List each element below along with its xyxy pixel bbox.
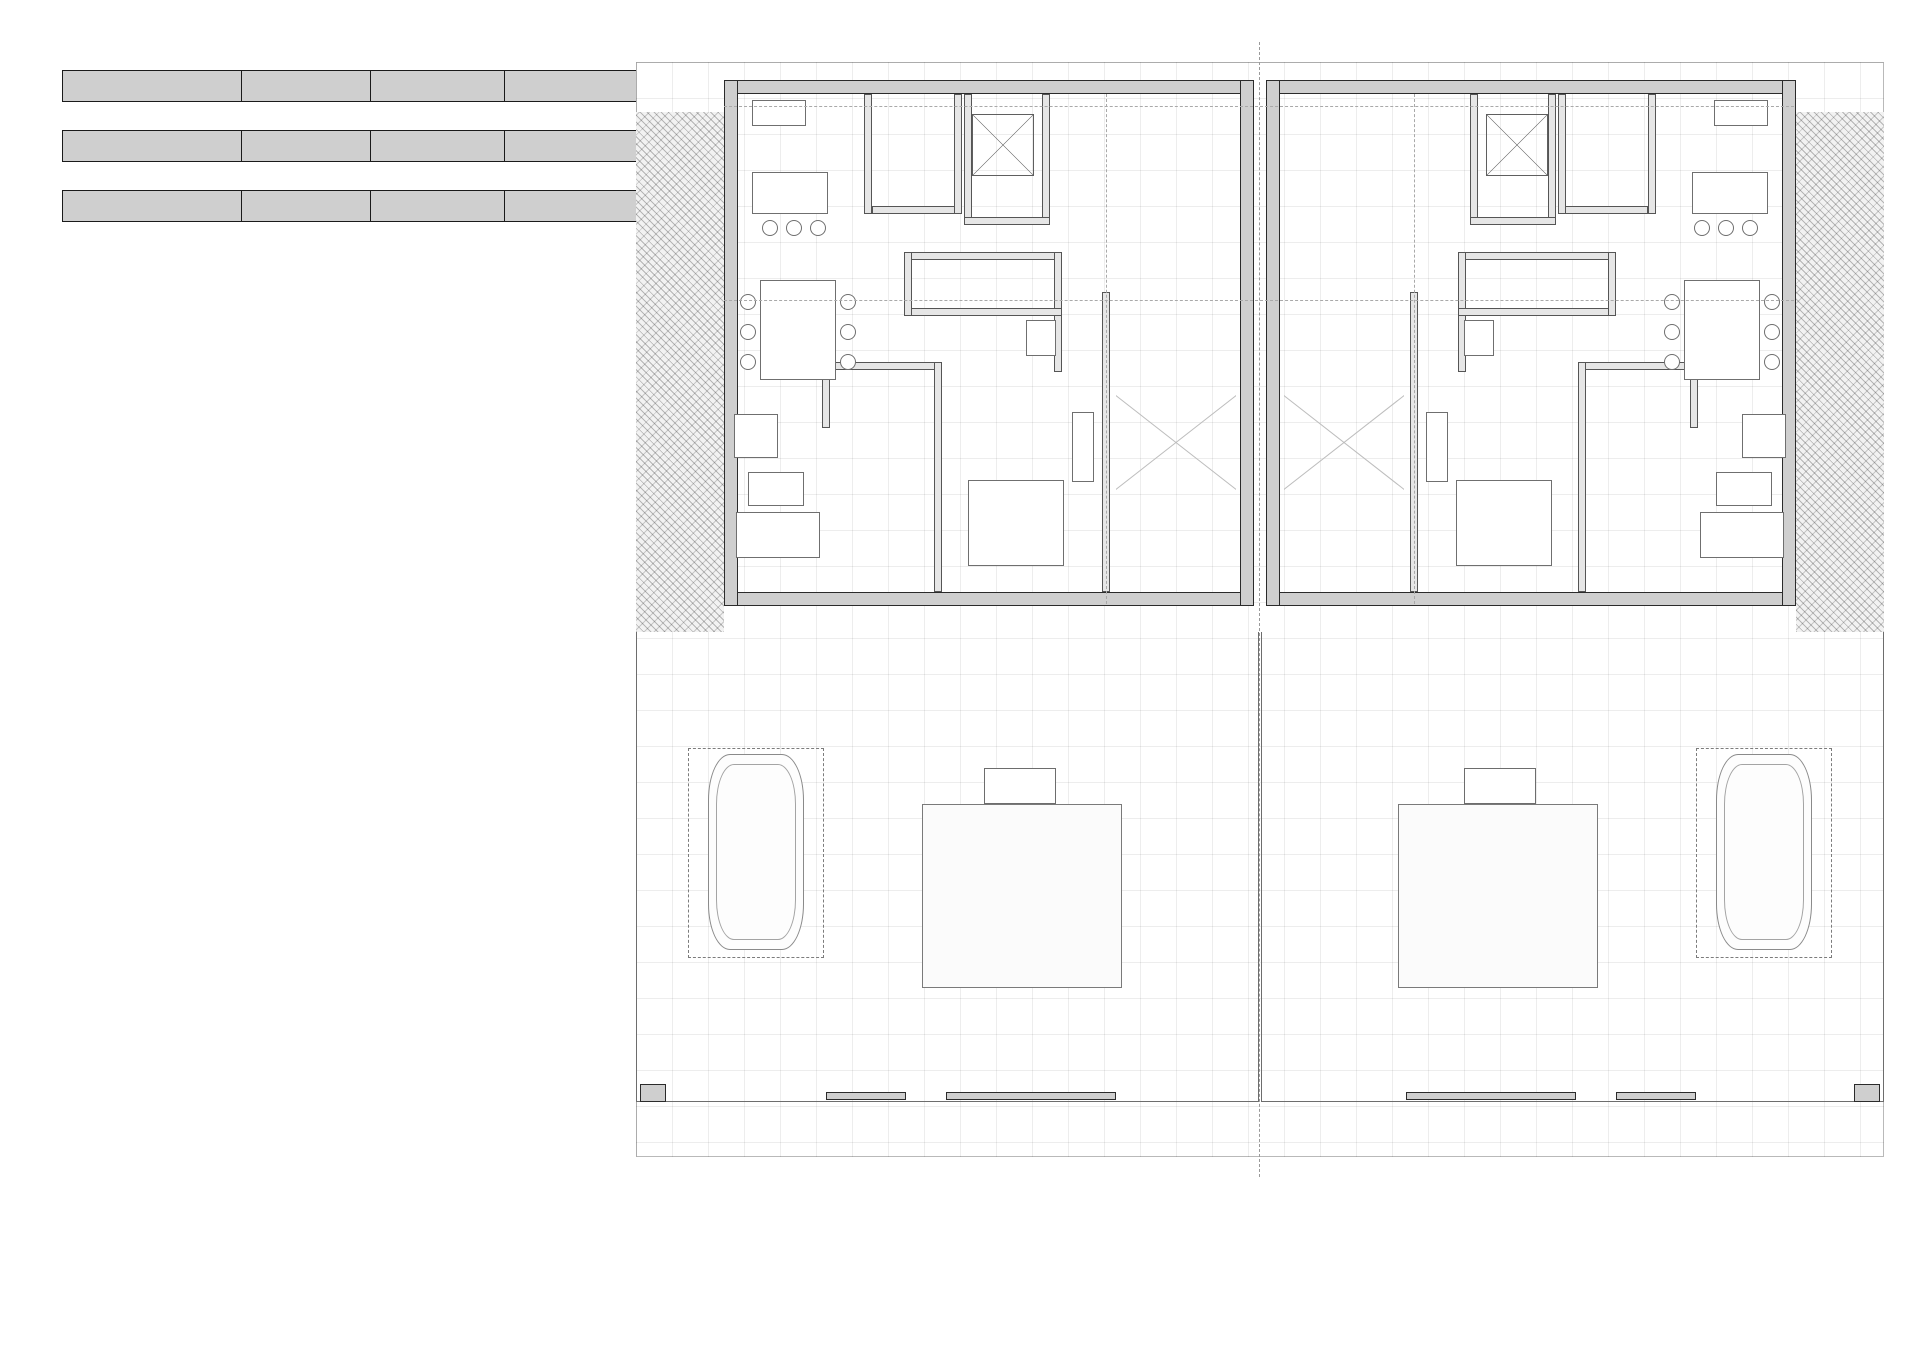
wardrobe-2: [1426, 412, 1448, 482]
bed-2: [1456, 480, 1552, 566]
stool-1b: [786, 220, 802, 236]
stair-core-right: [1486, 114, 1548, 176]
building-wall-right: [1266, 80, 1796, 94]
fence-block-center-left: [946, 1092, 1116, 1100]
interior-wall-1a: [864, 94, 872, 214]
stair-wall-left-2: [1042, 94, 1050, 224]
shower-2: [1464, 320, 1494, 356]
stool-1a: [762, 220, 778, 236]
gravel-strip-right: [1796, 112, 1884, 632]
column-header-util: [242, 131, 371, 162]
car-left-inner: [716, 764, 796, 940]
bedroom-wall-2-lower: [1578, 362, 1586, 592]
column-header-computable: [505, 131, 644, 162]
stair-wall-left-bottom: [964, 217, 1050, 225]
party-wall-left: [1240, 80, 1254, 606]
building-wall-right-side: [1782, 80, 1796, 606]
pool-steps-left: [984, 768, 1056, 804]
dining-chair-1e: [840, 324, 856, 340]
fence-block-right: [1854, 1084, 1880, 1102]
stair-wall-left: [964, 94, 972, 224]
column-header-built: [371, 191, 505, 222]
surface-table-totals: [62, 190, 644, 222]
kitchen-counter-1: [752, 100, 806, 126]
column-header-util: [242, 191, 371, 222]
car-right-inner: [1724, 764, 1804, 940]
coffee-table-1: [748, 472, 804, 506]
dining-chair-2e: [1764, 324, 1780, 340]
kitchen-counter-2: [1714, 100, 1768, 126]
party-wall-right: [1266, 80, 1280, 606]
column-header-computable: [505, 191, 644, 222]
floor-plan-drawing: [636, 62, 1884, 1157]
dim-axis-left: [1106, 94, 1107, 604]
stool-1c: [810, 220, 826, 236]
corridor-wall-2b: [1578, 362, 1698, 370]
bathroom-wall-1: [904, 308, 1062, 316]
table-header-row: [63, 191, 644, 222]
interior-wall-2b: [1558, 206, 1648, 214]
dining-chair-1d: [840, 294, 856, 310]
stair-wall-right-bottom: [1470, 217, 1556, 225]
kitchen-island-2: [1692, 172, 1768, 214]
column-header-built: [371, 131, 505, 162]
dining-chair-1c: [740, 354, 756, 370]
sofa-2: [1700, 512, 1784, 558]
table-header-row: [63, 71, 644, 102]
column-header-util: [242, 71, 371, 102]
stair-core-left: [972, 114, 1034, 176]
surface-tables-column: [62, 70, 607, 250]
fence-block-right-2: [1616, 1092, 1696, 1100]
stool-2c: [1742, 220, 1758, 236]
dim-axis-right: [1414, 94, 1415, 604]
interior-wall-1b: [872, 206, 962, 214]
column-header-computable: [505, 71, 644, 102]
pool-left: [922, 804, 1122, 988]
dining-chair-2f: [1764, 354, 1780, 370]
dining-chair-2c: [1664, 354, 1680, 370]
bathroom-wall-2-right: [1608, 252, 1616, 316]
fence-block-center-right: [1406, 1092, 1576, 1100]
dim-axis-mid: [724, 300, 1794, 301]
pool-right: [1398, 804, 1598, 988]
dining-table-1: [760, 280, 836, 380]
dining-chair-1a: [740, 294, 756, 310]
column-header-use: [63, 71, 242, 102]
interior-wall-2a: [1648, 94, 1656, 214]
stool-2a: [1694, 220, 1710, 236]
dim-axis-top: [724, 106, 1794, 107]
dining-chair-2b: [1664, 324, 1680, 340]
plan-center-axis: [1259, 42, 1260, 1177]
dining-chair-1b: [740, 324, 756, 340]
dining-chair-2d: [1764, 294, 1780, 310]
building-wall-left-bottom: [724, 592, 1254, 606]
column-header-use: [63, 131, 242, 162]
pool-steps-right: [1464, 768, 1536, 804]
dining-chair-1f: [840, 354, 856, 370]
building-wall-right-bottom: [1266, 592, 1796, 606]
bedroom-wall-1-top: [904, 252, 1062, 260]
surface-table-vivienda-2: [62, 130, 644, 162]
column-header-use: [63, 191, 242, 222]
dining-table-2: [1684, 280, 1760, 380]
fence-block-left: [640, 1084, 666, 1102]
column-header-built: [371, 71, 505, 102]
building-wall-left: [724, 80, 1254, 94]
fence-block-left-2: [826, 1092, 906, 1100]
armchair-2a: [1742, 414, 1786, 458]
stair-wall-right-2: [1470, 94, 1478, 224]
courtyard-hatch-left: [1116, 292, 1236, 592]
interior-wall-2c: [1558, 94, 1566, 214]
coffee-table-2: [1716, 472, 1772, 506]
bedroom-wall-1-lower: [934, 362, 942, 592]
sofa-1: [736, 512, 820, 558]
courtyard-hatch-right: [1284, 292, 1404, 592]
bedroom-wall-2-top: [1458, 252, 1616, 260]
stair-wall-right: [1548, 94, 1556, 224]
bathroom-wall-2: [1458, 308, 1616, 316]
surface-table-vivienda-1: [62, 70, 644, 102]
kitchen-island-1: [752, 172, 828, 214]
dining-chair-2a: [1664, 294, 1680, 310]
armchair-1a: [734, 414, 778, 458]
stool-2b: [1718, 220, 1734, 236]
interior-wall-1c: [954, 94, 962, 214]
shower-1: [1026, 320, 1056, 356]
table-header-row: [63, 131, 644, 162]
bathroom-wall-1-left: [904, 252, 912, 316]
wardrobe-1: [1072, 412, 1094, 482]
bed-1: [968, 480, 1064, 566]
gravel-strip-left: [636, 112, 724, 632]
